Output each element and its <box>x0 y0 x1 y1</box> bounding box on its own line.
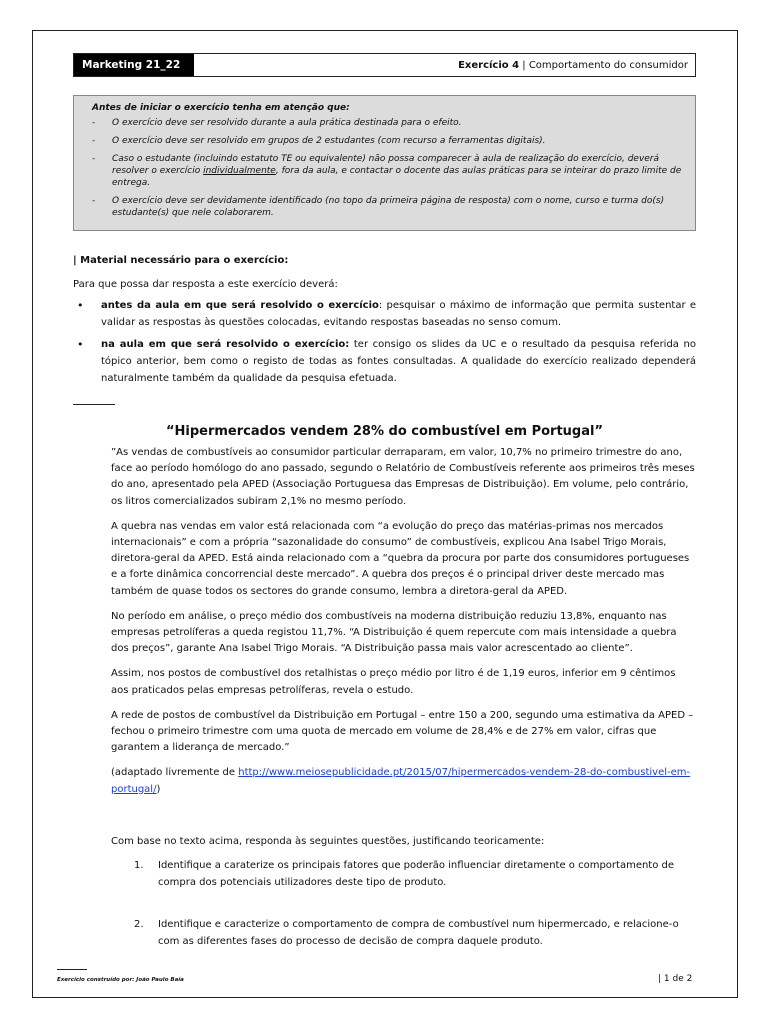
source-link[interactable]: http://www.meiosepublicidade.pt/2015/07/hipermercados-vendem-28-do-combustivel-em-portugal/ <box>111 767 691 795</box>
course-label: Marketing 21_22 <box>74 54 194 76</box>
header-separator: | <box>519 59 529 71</box>
page-number: | 1 de 2 <box>658 974 693 984</box>
question-text: Identifique a caraterize os principais fatores que poderão influenciar diretamente o comportamento de compra dos potenciais utilizadores deste tipo de produto. <box>158 860 675 888</box>
article-paragraph: No período em análise, o preço médio dos combustíveis na moderna distribuição reduziu 13,8%, enquanto nas empresas petrolíferas a queda registou 11,7%. “A Distribuição é quem repercute com mais intensidade a quebra dos preços”, garante Ana Isabel Trigo Morais. “A Distribuição passa mais valor acrescentado ao cliente”. <box>111 610 677 655</box>
article-paragraph: A rede de postos de combustível da Distribuição em Portugal – entre 150 a 200, segundo uma estimativa da APED – fechou o primeiro trimestre com uma quota de mercado em volume de 28,4% e de 27% em valor, cifras que garantem a liderança de mercado.” <box>111 709 694 754</box>
question-item <box>111 916 696 950</box>
instruction-item: - O exercício deve ser devidamente identificado (no topo da primeira página de resposta) com o nome, curso e turma do(s) estudante(s) que nele colaborarem. <box>92 195 685 219</box>
question-item <box>111 857 696 891</box>
instruction-text: , fora da aula, e contactar o docente das aulas práticas para se inteirar do prazo limite de entrega. <box>112 166 682 188</box>
article-title: “Hipermercados vendem 28% do combustível em Portugal” <box>165 424 604 439</box>
question-number: 2. <box>134 919 144 930</box>
material-item-text: : pesquisar o máximo de informação que permita sustentar e validar as respostas às questões colocadas, evitando respostas baseadas no senso comum. <box>101 300 696 328</box>
article-paragraph: ”As vendas de combustíveis ao consumidor particular derraparam, em valor, 10,7% no primeiro trimestre do ano, face ao período homólogo do ano passado, segundo o Relatório de Combustíveis referente aos primeiros três meses do ano, apresentado pela APED (Associação Portuguesa das Empresas de Distribuição). Em volume, pelo contrário, os litros comercializados subiram 2,1% no mesmo período. <box>111 447 695 507</box>
questions-intro: Com base no texto acima, responda às seguintes questões, justificando teoricamente: <box>111 836 545 847</box>
section-intro: Para que possa dar resposta a este exercício deverá: <box>73 279 338 290</box>
source-prefix: (adaptado livremente de <box>111 767 239 779</box>
material-item-lead: antes da aula em que será resolvido o exercício <box>101 300 379 311</box>
instructions-list <box>92 117 685 219</box>
instruction-emphasis: individualmente <box>203 166 276 176</box>
instructions-box <box>73 95 696 231</box>
material-item <box>73 297 696 331</box>
article-paragraph: A quebra nas vendas em valor está relacionada com “a evolução do preço das matérias-primas nos mercados internacionais” e com a própria “sazonalidade do consumo” de combustíveis, explicou Ana Isabel Trigo Morais, diretora-geral da APED. Está ainda relacionado com a “quebra da procura por parte dos consumidores portugueses e a forte dinâmica concorrencial deste mercado”. A quebra dos preços é o principal driver deste mercado mas também de quase todos os sectores do grande consumo, lembra a diretora-geral da APED. <box>111 520 690 597</box>
instruction-item <box>92 153 685 189</box>
footer-divider <box>57 969 87 970</box>
instruction-item: - O exercício deve ser resolvido em grupos de 2 estudantes (com recurso a ferramentas digitais). <box>92 135 685 147</box>
exercise-subject: Comportamento do consumidor <box>528 59 688 71</box>
question-text: Identifique e caracterize o comportamento de compra de combustível num hipermercado, e relacione-o com as diferentes fases do processo de decisão de compra daquele produto. <box>158 919 679 947</box>
section-title: | Material necessário para o exercício: <box>73 255 289 266</box>
article-source <box>111 765 696 797</box>
questions-list <box>111 857 696 975</box>
article-paragraph: Assim, nos postos de combustível dos retalhistas o preço médio por litro é de 1,19 euros, inferior em 9 cêntimos aos praticados pelas empresas petrolíferas, revela o estudo. <box>111 668 676 696</box>
instruction-text: Caso o estudante (incluindo estatuto TE ou equivalente) não possa comparecer à aula de realização do exercício, deverá resolver o exercício <box>112 154 660 176</box>
material-item-text: ter consigo os slides da UC e o resultado da pesquisa referida no tópico anterior, bem como o registo de todas as fontes consultadas. A qualidade do exercício realizado dependerá naturalmente também da qualidade da pesquisa efetuada. <box>101 339 696 384</box>
document-page <box>32 30 738 998</box>
page-header <box>73 53 696 77</box>
footer-author: Exercício construído por: João Paulo Baía <box>57 977 184 983</box>
instructions-title: Antes de iniciar o exercício tenha em atenção que: <box>92 103 350 113</box>
question-number: 1. <box>134 860 144 871</box>
instruction-item: - O exercício deve ser resolvido durante a aula prática destinada para o efeito. <box>92 117 685 129</box>
material-list <box>73 297 696 392</box>
section-divider <box>73 404 115 405</box>
source-suffix: ) <box>156 783 161 795</box>
material-item-lead: na aula em que será resolvido o exercício: <box>101 339 350 350</box>
article-body <box>111 445 696 807</box>
exercise-heading <box>194 60 695 71</box>
material-item <box>73 336 696 387</box>
exercise-number: Exercício 4 <box>458 59 520 71</box>
